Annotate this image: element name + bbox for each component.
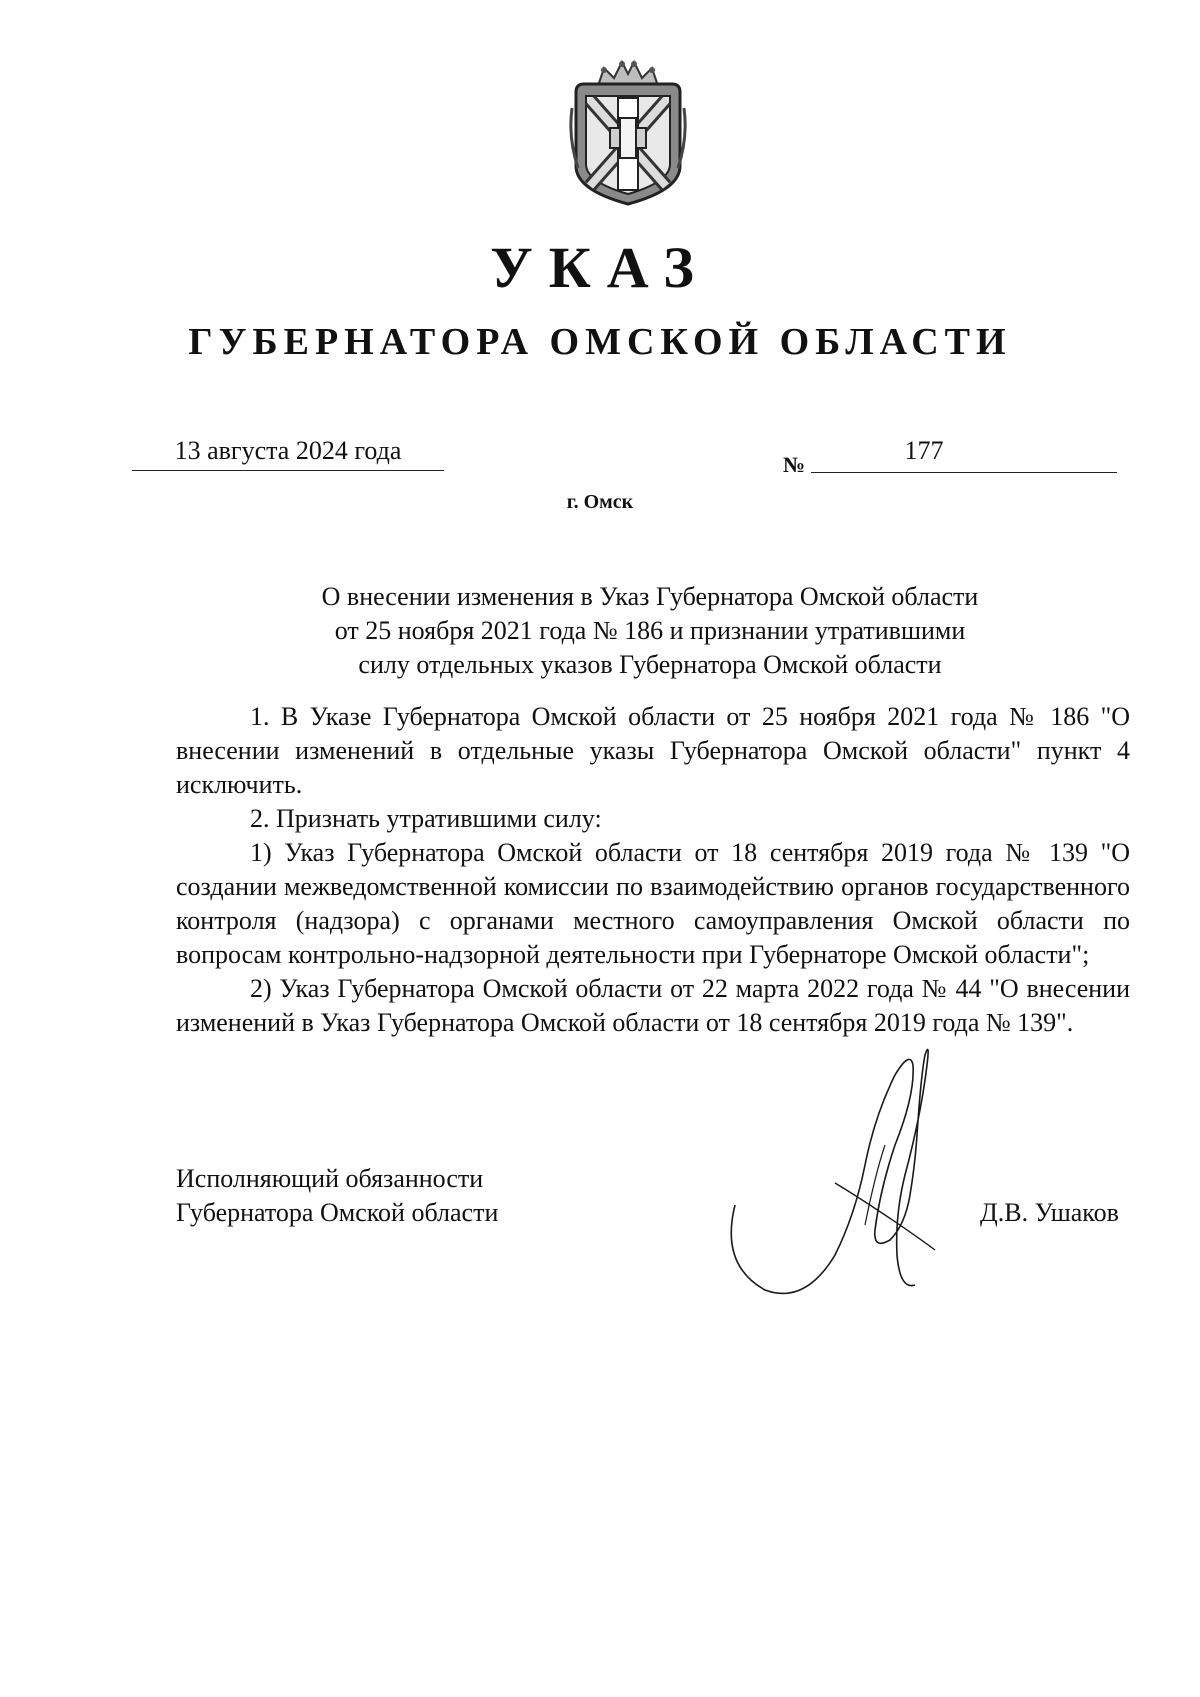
document-title: УКАЗ [490, 235, 710, 300]
position-line: Губернатора Омской области [176, 1198, 499, 1227]
body-paragraph: 1. В Указе Губернатора Омской области от 25 ноября 2021 года № 186 "О внесении изменений в отдельные указы Губернатора Омской области" пункт 4 исключить. [176, 702, 1130, 799]
subject-line: от 25 ноября 2021 года № 186 и признании утратившими [334, 616, 966, 645]
date-underline [132, 470, 444, 471]
body-paragraph: 2) Указ Губернатора Омской области от 22 марта 2022 года № 44 "О внесении изменений в Указ Губернатора Омской области от 18 сентября 2019 года № 139". [176, 974, 1130, 1037]
document-date [132, 436, 444, 471]
signatory-name: Д.В. Ушаков [980, 1198, 1119, 1227]
signatory-position [176, 1162, 498, 1230]
number-underline [811, 472, 1117, 473]
number-value: 177 [904, 436, 944, 465]
body-paragraph: 1) Указ Губернатора Омской области от 18 сентября 2019 года № 139 "О создании межведомственной комиссии по взаимодействию органов государственного контроля (надзора) с органами местного самоуправления Омской области по вопросам контрольно-надзорной деятельности при Губернаторе Омской области"; [176, 838, 1130, 969]
subject-heading [270, 580, 1030, 682]
coat-of-arms-emblem [568, 58, 688, 208]
subject-line: силу отдельных указов Губернатора Омской области [358, 650, 942, 679]
date-value: 13 августа 2024 года [174, 436, 402, 465]
handwritten-signature [725, 1025, 985, 1325]
subject-line: О внесении изменения в Указ Губернатора Омской области [321, 582, 979, 611]
document-number [811, 436, 1117, 473]
document-body [176, 700, 1130, 1040]
number-sign: № [783, 452, 806, 477]
position-line: Исполняющий обязанности [176, 1164, 484, 1193]
document-subtitle: ГУБЕРНАТОРА ОМСКОЙ ОБЛАСТИ [188, 321, 1012, 363]
body-paragraph: 2. Признать утратившими силу: [250, 804, 602, 833]
city: г. Омск [566, 491, 634, 513]
